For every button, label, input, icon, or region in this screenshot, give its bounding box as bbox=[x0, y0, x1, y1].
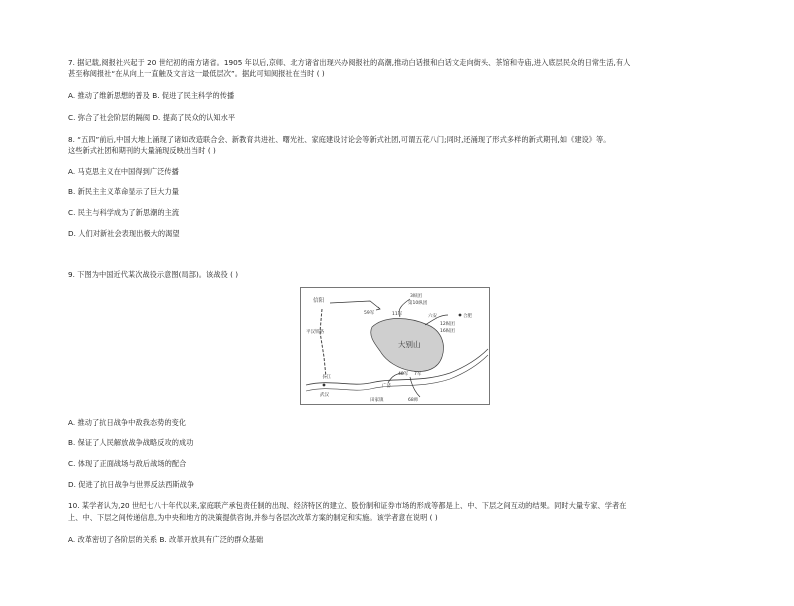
q10-stem-line1: 10. 某学者认为,20 世纪七八十年代以来,家庭联产承包责任制的出现、经济特区的建立、股份制和证券市场的形成等都是上、中、下层之间互动的结果。同时大量专家、学者在 bbox=[68, 501, 627, 510]
label-luan: 六安 bbox=[428, 314, 437, 319]
q8-option-d: D. 人们对新社会表现出极大的渴望 bbox=[68, 229, 180, 238]
label-army59: 59军 bbox=[364, 311, 375, 316]
q8-option-a: A. 马克思主义在中国得到广泛传播 bbox=[68, 167, 179, 176]
q10-options-ab: A. 改革密切了各阶层的关系 B. 改革开放具有广泛的群众基础 bbox=[68, 535, 264, 544]
label-xinyang: 信阳 bbox=[313, 298, 325, 304]
q9-option-c: C. 体现了正面战场与敌后战场的配合 bbox=[68, 459, 187, 468]
label-hefei: 合肥 bbox=[463, 314, 472, 319]
label-changjiang: 长江 bbox=[322, 375, 331, 380]
label-army68: 68师 bbox=[408, 398, 419, 403]
label-army16: 16纵团 bbox=[440, 329, 455, 334]
label-dabieshan: 大别山 bbox=[398, 340, 421, 349]
wuhan-dot bbox=[323, 384, 326, 387]
label-guangji: 广济 bbox=[382, 384, 391, 389]
battle-map-svg bbox=[300, 287, 490, 405]
label-tianjiazhen: 田家镇 bbox=[370, 398, 384, 403]
q8-option-c: C. 民主与科学成为了新思潮的主流 bbox=[68, 208, 180, 217]
q9-stem: 9. 下图为中国近代某次战役示意图(局部)。该战役 ( ) bbox=[68, 270, 239, 279]
battle-map bbox=[300, 287, 490, 405]
hefei-dot bbox=[459, 314, 462, 317]
label-pinghan: 平汉铁路 bbox=[306, 330, 324, 335]
label-army11: 11军 bbox=[392, 312, 403, 317]
q9-option-b: B. 保证了人民解放战争战略反攻的成功 bbox=[68, 438, 194, 447]
q7-options-ab: A. 推动了维新思想的普及 B. 促进了民主科学的传播 bbox=[68, 91, 235, 100]
label-army48: 48军 bbox=[398, 372, 409, 377]
q8-stem-line2: 这些新式社团和期刊的大量涌现反映出当时 ( ) bbox=[68, 146, 216, 155]
label-wuhan: 武汉 bbox=[320, 393, 329, 398]
label-army3: 3纵团 bbox=[410, 294, 422, 299]
label-army7: 7军 bbox=[414, 372, 422, 377]
q8-stem-line1: 8. “五四”前后,中国大地上涌现了诸如改造联合会、新教育共进社、曙光社、家庭建设讨论会等新式社团,可谓五花八门;同时,还涌现了形式多样的新式期刊,如《建设》等。 bbox=[68, 135, 611, 144]
q9-option-d: D. 促进了抗日战争与世界反法西斯战争 bbox=[68, 480, 195, 489]
q9-option-a: A. 推动了抗日战争中敌我态势的变化 bbox=[68, 418, 187, 427]
label-army12: 12纵团 bbox=[440, 322, 455, 327]
q10-stem-line2: 上、中、下层之间传递信息,为中央和地方的决策提供咨询,并参与各层次改革方案的制定和实施。该学者意在说明 ( ) bbox=[68, 513, 438, 522]
q7-stem-line2: 甚至称阅报社“在从向上一直触及文言这一最低层次”。据此可知阅报社在当时 ( ) bbox=[68, 69, 325, 78]
q8-option-b: B. 新民主主义革命显示了巨大力量 bbox=[68, 187, 179, 196]
q7-options-cd: C. 弥合了社会阶层的隔阂 D. 提高了民众的认知水平 bbox=[68, 113, 236, 122]
q7-stem-line1: 7. 据记载,阅报社兴起于 20 世纪初的南方诸省。1905 年以后,京师、北方诸省出现兴办阅报社的高潮,推动白话报和白话文走向街头、茶馆和寺庙,进入底层民众的日常生活,有人 bbox=[68, 58, 631, 67]
label-army10: 第10纵团 bbox=[408, 301, 428, 306]
